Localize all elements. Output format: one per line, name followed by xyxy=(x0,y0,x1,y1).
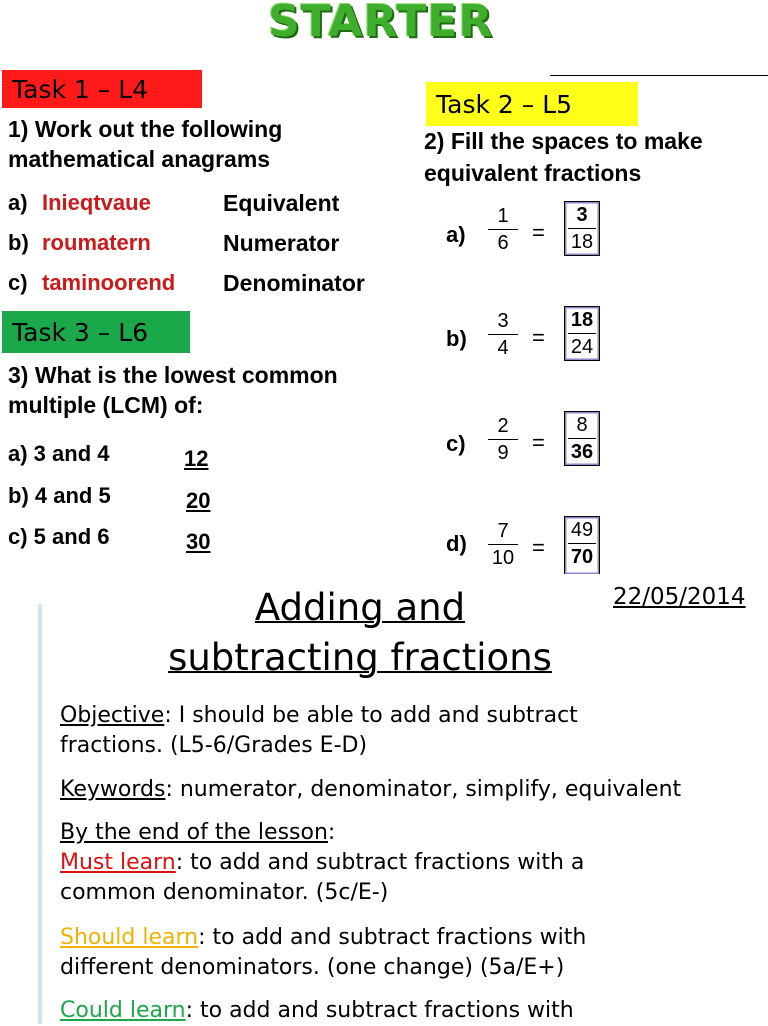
objective-text: : I should be able to add and subtract xyxy=(164,703,578,728)
task2-label: Task 2 – L5 xyxy=(426,82,638,126)
fraction-a-letter: a) xyxy=(446,222,466,247)
fraction-b-answer-box xyxy=(564,306,600,361)
fraction-d-numerator: 7 xyxy=(497,520,509,542)
lcm-b-question: b) 4 and 5 xyxy=(8,483,111,508)
must-line2: common denominator. (5c/E-) xyxy=(60,880,389,905)
anagram-a-letter: a) xyxy=(8,190,28,215)
fraction-b-box-denominator: 24 xyxy=(570,336,594,358)
task3-label: Task 3 – L6 xyxy=(2,311,190,353)
fraction-bar xyxy=(488,544,518,545)
equals-sign: = xyxy=(532,325,545,350)
lcm-c-question: c) 5 and 6 xyxy=(8,524,110,549)
anagram-b-letter: b) xyxy=(8,230,29,255)
fraction-c-numerator: 2 xyxy=(497,415,509,437)
equals-sign: = xyxy=(532,430,545,455)
fraction-a-numerator: 1 xyxy=(497,205,509,227)
task3-question-line1: 3) What is the lowest common xyxy=(8,362,338,388)
fraction-d-denominator: 10 xyxy=(491,547,515,569)
fraction-a-denominator: 6 xyxy=(497,232,509,254)
objective-line1 xyxy=(60,701,760,731)
should-line1 xyxy=(60,923,760,953)
fraction-a-box-numerator: 3 xyxy=(576,204,588,226)
fraction-a-box-denominator: 18 xyxy=(570,231,594,253)
fraction-c-denominator: 9 xyxy=(497,442,509,464)
could-line1 xyxy=(60,996,760,1026)
must-label: Must learn xyxy=(60,850,176,875)
lcm-a-question: a) 3 and 4 xyxy=(8,441,110,466)
fraction-a-answer-box xyxy=(564,201,600,256)
starter-title: STARTER xyxy=(268,0,494,47)
fraction-d-box-numerator: 49 xyxy=(570,519,594,541)
objective-line2: fractions. (L5-6/Grades E-D) xyxy=(60,733,368,758)
fraction-d-letter: d) xyxy=(446,531,467,556)
should-text: : to add and subtract fractions with xyxy=(198,925,587,950)
should-line2: different denominators. (one change) (5a/E+) xyxy=(60,955,565,980)
fraction-bar xyxy=(488,334,518,335)
task1-label: Task 1 – L4 xyxy=(2,70,202,108)
lesson-title-line1: Adding and xyxy=(254,586,466,629)
could-label: Could learn xyxy=(60,998,186,1023)
task3-question-line2: multiple (LCM) of: xyxy=(8,392,204,418)
anagram-b-word: roumatern xyxy=(42,230,151,255)
fraction-d-box-denominator: 70 xyxy=(570,546,594,568)
could-text: : to add and subtract fractions with xyxy=(185,998,574,1023)
by-end-label: By the end of the lesson xyxy=(60,820,328,845)
fraction-c-letter: c) xyxy=(446,431,466,456)
anagram-c-letter: c) xyxy=(8,270,28,295)
anagram-c-answer: Denominator xyxy=(223,270,365,296)
should-label: Should learn xyxy=(60,925,199,950)
fraction-d-answer-box xyxy=(564,516,600,574)
slide-left-bar xyxy=(38,604,42,1024)
fraction-c-box-denominator: 36 xyxy=(570,441,594,463)
by-end-colon: : xyxy=(327,820,336,845)
task1-question-line1: 1) Work out the following xyxy=(8,116,283,142)
lcm-c-answer: 30 xyxy=(186,529,211,554)
fraction-b-denominator: 4 xyxy=(497,337,509,359)
anagram-b-answer: Numerator xyxy=(223,230,340,256)
anagram-c-word: taminoorend xyxy=(42,270,176,295)
task2-question-line2: equivalent fractions xyxy=(424,160,642,186)
by-end-line xyxy=(60,818,760,848)
must-line1 xyxy=(60,848,760,878)
fraction-a-given xyxy=(488,204,518,255)
must-text: : to add and subtract fractions with a xyxy=(175,850,585,875)
fraction-c-given xyxy=(488,414,518,465)
keywords-text: : numerator, denominator, simplify, equivalent xyxy=(165,777,682,802)
lcm-b-answer: 20 xyxy=(186,488,211,513)
lcm-a-answer: 12 xyxy=(184,446,209,471)
fraction-b-letter: b) xyxy=(446,326,467,351)
fraction-bar xyxy=(488,229,518,230)
task1-question-line2: mathematical anagrams xyxy=(8,146,271,172)
anagram-a-answer: Equivalent xyxy=(223,190,340,216)
keywords-label: Keywords xyxy=(60,777,166,802)
lesson-date: 22/05/2014 xyxy=(613,584,746,610)
objective-label: Objective xyxy=(60,703,165,728)
task2-question-line1: 2) Fill the spaces to make xyxy=(424,128,703,154)
fraction-c-box-numerator: 8 xyxy=(576,414,588,436)
anagram-a-word: Inieqtvaue xyxy=(42,190,151,215)
fraction-b-given xyxy=(488,309,518,360)
header-rule xyxy=(550,75,768,76)
fraction-bar xyxy=(488,439,518,440)
lesson-title-line2: subtracting fractions xyxy=(168,636,552,679)
equals-sign: = xyxy=(532,220,545,245)
equals-sign: = xyxy=(532,535,545,560)
fraction-b-numerator: 3 xyxy=(497,310,509,332)
fraction-c-answer-box xyxy=(564,411,600,466)
keywords-line xyxy=(60,775,760,805)
fraction-d-given xyxy=(488,519,518,570)
fraction-b-box-numerator: 18 xyxy=(570,309,594,331)
